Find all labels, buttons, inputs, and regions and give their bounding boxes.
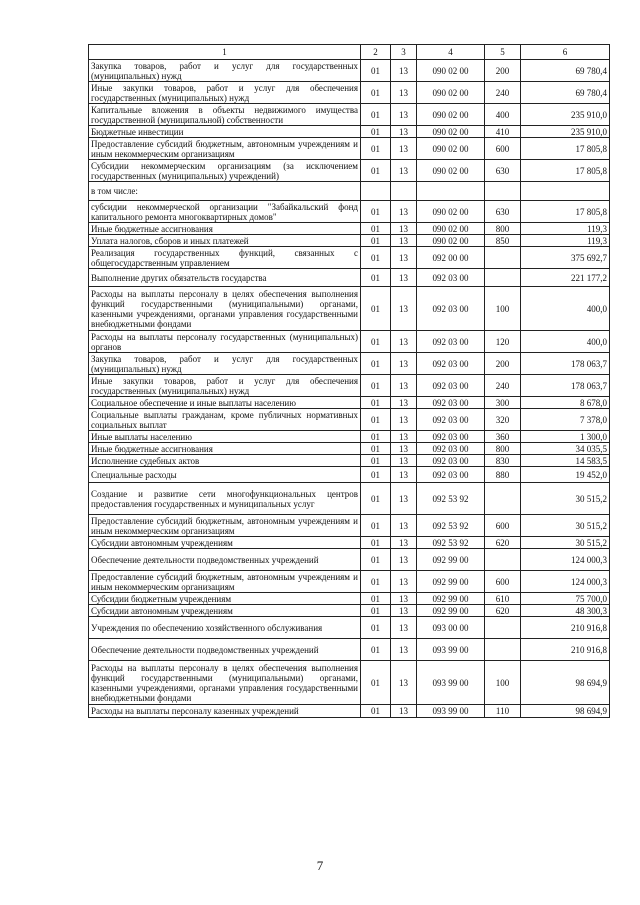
column-header: 6: [521, 45, 610, 60]
expense-type-cell: 800: [485, 443, 521, 455]
subsection-code-cell: 13: [391, 443, 417, 455]
table-row: [89, 138, 610, 160]
subsection-code-cell: 13: [391, 235, 417, 247]
row-name-cell: Субсидии некоммерческим организациям (за исключением государственных (муниципальных) учреждений): [89, 160, 361, 182]
expense-type-cell: 600: [485, 138, 521, 160]
table-row: [89, 639, 610, 661]
table-row: [89, 467, 610, 483]
row-name-cell: Расходы на выплаты персоналу казенных учреждений: [89, 705, 361, 718]
expense-type-cell: 630: [485, 160, 521, 182]
target-article-cell: 092 99 00: [417, 605, 485, 617]
budget-table: [88, 44, 610, 718]
expense-type-cell: [485, 269, 521, 287]
column-header: 1: [89, 45, 361, 60]
amount-cell: 400,0: [521, 331, 610, 353]
row-name-cell: Расходы на выплаты персоналу в целях обеспечения выполнения функций государственными (муниципальными) органами, казенными учреждениями, органами управления государственными внебюджетными фондами: [89, 661, 361, 705]
target-article-cell: 093 99 00: [417, 661, 485, 705]
section-code-cell: 01: [361, 60, 391, 82]
section-code-cell: 01: [361, 201, 391, 223]
target-article-cell: 090 02 00: [417, 104, 485, 126]
table-row: [89, 182, 610, 201]
subsection-code-cell: 13: [391, 605, 417, 617]
target-article-cell: 092 99 00: [417, 549, 485, 571]
column-header: 2: [361, 45, 391, 60]
table-row: [89, 60, 610, 82]
amount-cell: 119,3: [521, 223, 610, 235]
target-article-cell: 090 02 00: [417, 82, 485, 104]
section-code-cell: 01: [361, 82, 391, 104]
row-name-cell: Иные закупки товаров, работ и услуг для обеспечения государственных (муниципальных) нужд: [89, 82, 361, 104]
target-article-cell: 092 03 00: [417, 353, 485, 375]
table-row: [89, 287, 610, 331]
subsection-code-cell: 13: [391, 661, 417, 705]
subsection-code-cell: 13: [391, 104, 417, 126]
section-code-cell: 01: [361, 160, 391, 182]
row-name-cell: Иные закупки товаров, работ и услуг для обеспечения государственных (муниципальных) нужд: [89, 375, 361, 397]
row-name-cell: Бюджетные инвестиции: [89, 126, 361, 138]
target-article-cell: 092 03 00: [417, 467, 485, 483]
table-row: [89, 269, 610, 287]
target-article-cell: 090 02 00: [417, 60, 485, 82]
amount-cell: 210 916,8: [521, 617, 610, 639]
amount-cell: 124 000,3: [521, 549, 610, 571]
amount-cell: 119,3: [521, 235, 610, 247]
subsection-code-cell: 13: [391, 515, 417, 537]
table-row: [89, 375, 610, 397]
amount-cell: 17 805,8: [521, 160, 610, 182]
table-row: [89, 661, 610, 705]
section-code-cell: 01: [361, 353, 391, 375]
target-article-cell: 092 03 00: [417, 455, 485, 467]
subsection-code-cell: 13: [391, 593, 417, 605]
target-article-cell: 092 03 00: [417, 431, 485, 443]
table-row: [89, 82, 610, 104]
amount-cell: 34 035,5: [521, 443, 610, 455]
expense-type-cell: [485, 549, 521, 571]
column-header: 4: [417, 45, 485, 60]
section-code-cell: [361, 182, 391, 201]
amount-cell: 30 515,2: [521, 483, 610, 515]
section-code-cell: 01: [361, 138, 391, 160]
amount-cell: 17 805,8: [521, 201, 610, 223]
section-code-cell: 01: [361, 235, 391, 247]
section-code-cell: 01: [361, 617, 391, 639]
subsection-code-cell: 13: [391, 467, 417, 483]
subsection-code-cell: 13: [391, 397, 417, 409]
amount-cell: 178 063,7: [521, 375, 610, 397]
expense-type-cell: 240: [485, 375, 521, 397]
subsection-code-cell: [391, 182, 417, 201]
row-name-cell: Социальные выплаты гражданам, кроме публичных нормативных социальных выплат: [89, 409, 361, 431]
table-row: [89, 443, 610, 455]
subsection-code-cell: 13: [391, 247, 417, 269]
subsection-code-cell: 13: [391, 537, 417, 549]
target-article-cell: 090 02 00: [417, 138, 485, 160]
table-row: [89, 126, 610, 138]
target-article-cell: 093 00 00: [417, 617, 485, 639]
section-code-cell: 01: [361, 126, 391, 138]
table-row: [89, 455, 610, 467]
amount-cell: 69 780,4: [521, 60, 610, 82]
target-article-cell: 090 02 00: [417, 235, 485, 247]
target-article-cell: 092 53 92: [417, 537, 485, 549]
section-code-cell: 01: [361, 605, 391, 617]
table-row: [89, 331, 610, 353]
section-code-cell: 01: [361, 537, 391, 549]
section-code-cell: 01: [361, 409, 391, 431]
amount-cell: 75 700,0: [521, 593, 610, 605]
table-row: [89, 571, 610, 593]
row-name-cell: Расходы на выплаты персоналу в целях обеспечения выполнения функций государственными (муниципальными) органами, казенными учреждениями, органами управления государственными внебюджетными фондами: [89, 287, 361, 331]
row-name-cell: Субсидии автономным учреждениям: [89, 537, 361, 549]
amount-cell: [521, 182, 610, 201]
row-name-cell: Капитальные вложения в объекты недвижимого имущества государственной (муниципальной) собственности: [89, 104, 361, 126]
amount-cell: 17 805,8: [521, 138, 610, 160]
row-name-cell: Субсидии автономным учреждениям: [89, 605, 361, 617]
expense-type-cell: 100: [485, 287, 521, 331]
row-name-cell: Предоставление субсидий бюджетным, автономным учреждениям и иным некоммерческим организациям: [89, 138, 361, 160]
section-code-cell: 01: [361, 467, 391, 483]
table-row: [89, 104, 610, 126]
target-article-cell: 092 99 00: [417, 571, 485, 593]
expense-type-cell: 600: [485, 515, 521, 537]
amount-cell: 235 910,0: [521, 126, 610, 138]
table-row: [89, 605, 610, 617]
section-code-cell: 01: [361, 104, 391, 126]
table-row: [89, 397, 610, 409]
table-row: [89, 409, 610, 431]
expense-type-cell: [485, 617, 521, 639]
subsection-code-cell: 13: [391, 705, 417, 718]
expense-type-cell: 200: [485, 60, 521, 82]
row-name-cell: Учреждения по обеспечению хозяйственного обслуживания: [89, 617, 361, 639]
expense-type-cell: 240: [485, 82, 521, 104]
table-row: [89, 160, 610, 182]
table-row: [89, 593, 610, 605]
subsection-code-cell: 13: [391, 331, 417, 353]
target-article-cell: 093 99 00: [417, 639, 485, 661]
section-code-cell: 01: [361, 269, 391, 287]
expense-type-cell: [485, 639, 521, 661]
expense-type-cell: 360: [485, 431, 521, 443]
expense-type-cell: [485, 247, 521, 269]
target-article-cell: 092 03 00: [417, 331, 485, 353]
target-article-cell: 090 02 00: [417, 160, 485, 182]
amount-cell: 178 063,7: [521, 353, 610, 375]
amount-cell: 14 583,5: [521, 455, 610, 467]
subsection-code-cell: 13: [391, 483, 417, 515]
amount-cell: 48 300,3: [521, 605, 610, 617]
table-row: [89, 353, 610, 375]
expense-type-cell: 620: [485, 537, 521, 549]
row-name-cell: Уплата налогов, сборов и иных платежей: [89, 235, 361, 247]
subsection-code-cell: 13: [391, 82, 417, 104]
table-row: [89, 549, 610, 571]
section-code-cell: 01: [361, 443, 391, 455]
expense-type-cell: [485, 182, 521, 201]
expense-type-cell: 630: [485, 201, 521, 223]
expense-type-cell: 800: [485, 223, 521, 235]
row-name-cell: Расходы на выплаты персоналу государственных (муниципальных) органов: [89, 331, 361, 353]
amount-cell: 235 910,0: [521, 104, 610, 126]
row-name-cell: Выполнение других обязательств государства: [89, 269, 361, 287]
table-header-row: [89, 45, 610, 60]
expense-type-cell: 880: [485, 467, 521, 483]
table-row: [89, 235, 610, 247]
table-row: [89, 537, 610, 549]
column-header: 3: [391, 45, 417, 60]
table-row: [89, 431, 610, 443]
row-name-cell: Исполнение судебных актов: [89, 455, 361, 467]
subsection-code-cell: 13: [391, 201, 417, 223]
subsection-code-cell: 13: [391, 617, 417, 639]
amount-cell: 98 694,9: [521, 661, 610, 705]
section-code-cell: 01: [361, 639, 391, 661]
subsection-code-cell: 13: [391, 571, 417, 593]
row-name-cell: в том числе:: [89, 182, 361, 201]
target-article-cell: 092 03 00: [417, 269, 485, 287]
expense-type-cell: 400: [485, 104, 521, 126]
amount-cell: 7 378,0: [521, 409, 610, 431]
row-name-cell: Иные бюджетные ассигнования: [89, 223, 361, 235]
table-row: [89, 705, 610, 718]
row-name-cell: Иные бюджетные ассигнования: [89, 443, 361, 455]
subsection-code-cell: 13: [391, 160, 417, 182]
row-name-cell: Обеспечение деятельности подведомственных учреждений: [89, 639, 361, 661]
section-code-cell: 01: [361, 593, 391, 605]
subsection-code-cell: 13: [391, 409, 417, 431]
amount-cell: 221 177,2: [521, 269, 610, 287]
section-code-cell: 01: [361, 247, 391, 269]
table-row: [89, 201, 610, 223]
target-article-cell: 092 00 00: [417, 247, 485, 269]
amount-cell: 30 515,2: [521, 537, 610, 549]
row-name-cell: Предоставление субсидий бюджетным, автономным учреждениям и иным некоммерческим организациям: [89, 515, 361, 537]
section-code-cell: 01: [361, 515, 391, 537]
section-code-cell: 01: [361, 661, 391, 705]
target-article-cell: 090 02 00: [417, 223, 485, 235]
section-code-cell: 01: [361, 571, 391, 593]
section-code-cell: 01: [361, 375, 391, 397]
amount-cell: 69 780,4: [521, 82, 610, 104]
expense-type-cell: 610: [485, 593, 521, 605]
subsection-code-cell: 13: [391, 639, 417, 661]
expense-type-cell: 110: [485, 705, 521, 718]
section-code-cell: 01: [361, 287, 391, 331]
target-article-cell: 090 02 00: [417, 126, 485, 138]
expense-type-cell: 100: [485, 661, 521, 705]
row-name-cell: Субсидии бюджетным учреждениям: [89, 593, 361, 605]
column-header: 5: [485, 45, 521, 60]
expense-type-cell: 300: [485, 397, 521, 409]
table-row: [89, 223, 610, 235]
expense-type-cell: [485, 483, 521, 515]
target-article-cell: 092 03 00: [417, 397, 485, 409]
subsection-code-cell: 13: [391, 126, 417, 138]
section-code-cell: 01: [361, 705, 391, 718]
target-article-cell: 092 03 00: [417, 443, 485, 455]
subsection-code-cell: 13: [391, 60, 417, 82]
table-row: [89, 483, 610, 515]
amount-cell: 8 678,0: [521, 397, 610, 409]
row-name-cell: Закупка товаров, работ и услуг для государственных (муниципальных) нужд: [89, 353, 361, 375]
target-article-cell: 092 03 00: [417, 375, 485, 397]
section-code-cell: 01: [361, 397, 391, 409]
row-name-cell: Социальное обеспечение и иные выплаты населению: [89, 397, 361, 409]
section-code-cell: 01: [361, 331, 391, 353]
row-name-cell: Специальные расходы: [89, 467, 361, 483]
target-article-cell: 092 03 00: [417, 409, 485, 431]
amount-cell: 210 916,8: [521, 639, 610, 661]
table-row: [89, 247, 610, 269]
subsection-code-cell: 13: [391, 353, 417, 375]
expense-type-cell: 320: [485, 409, 521, 431]
row-name-cell: Закупка товаров, работ и услуг для государственных (муниципальных) нужд: [89, 60, 361, 82]
subsection-code-cell: 13: [391, 431, 417, 443]
target-article-cell: 092 53 92: [417, 483, 485, 515]
row-name-cell: Предоставление субсидий бюджетным, автономным учреждениям и иным некоммерческим организациям: [89, 571, 361, 593]
amount-cell: 400,0: [521, 287, 610, 331]
row-name-cell: Создание и развитие сети многофункциональных центров предоставления государственных и муниципальных услуг: [89, 483, 361, 515]
target-article-cell: 090 02 00: [417, 201, 485, 223]
section-code-cell: 01: [361, 549, 391, 571]
amount-cell: 30 515,2: [521, 515, 610, 537]
target-article-cell: [417, 182, 485, 201]
target-article-cell: 092 99 00: [417, 593, 485, 605]
amount-cell: 98 694,9: [521, 705, 610, 718]
section-code-cell: 01: [361, 483, 391, 515]
table-row: [89, 617, 610, 639]
expense-type-cell: 830: [485, 455, 521, 467]
amount-cell: 124 000,3: [521, 571, 610, 593]
expense-type-cell: 120: [485, 331, 521, 353]
subsection-code-cell: 13: [391, 223, 417, 235]
expense-type-cell: 620: [485, 605, 521, 617]
target-article-cell: 092 03 00: [417, 287, 485, 331]
row-name-cell: Иные выплаты населению: [89, 431, 361, 443]
subsection-code-cell: 13: [391, 375, 417, 397]
section-code-cell: 01: [361, 431, 391, 443]
row-name-cell: субсидии некоммерческой организации "Забайкальский фонд капитального ремонта многоквартирных домов": [89, 201, 361, 223]
expense-type-cell: 200: [485, 353, 521, 375]
target-article-cell: 092 53 92: [417, 515, 485, 537]
amount-cell: 19 452,0: [521, 467, 610, 483]
subsection-code-cell: 13: [391, 287, 417, 331]
target-article-cell: 093 99 00: [417, 705, 485, 718]
table-row: [89, 515, 610, 537]
subsection-code-cell: 13: [391, 269, 417, 287]
amount-cell: 375 692,7: [521, 247, 610, 269]
subsection-code-cell: 13: [391, 455, 417, 467]
row-name-cell: Обеспечение деятельности подведомственных учреждений: [89, 549, 361, 571]
section-code-cell: 01: [361, 223, 391, 235]
amount-cell: 1 300,0: [521, 431, 610, 443]
section-code-cell: 01: [361, 455, 391, 467]
row-name-cell: Реализация государственных функций, связанных с общегосударственным управлением: [89, 247, 361, 269]
subsection-code-cell: 13: [391, 549, 417, 571]
subsection-code-cell: 13: [391, 138, 417, 160]
page-number: 7: [316, 858, 324, 873]
expense-type-cell: 600: [485, 571, 521, 593]
expense-type-cell: 410: [485, 126, 521, 138]
table-body: [89, 60, 610, 718]
expense-type-cell: 850: [485, 235, 521, 247]
